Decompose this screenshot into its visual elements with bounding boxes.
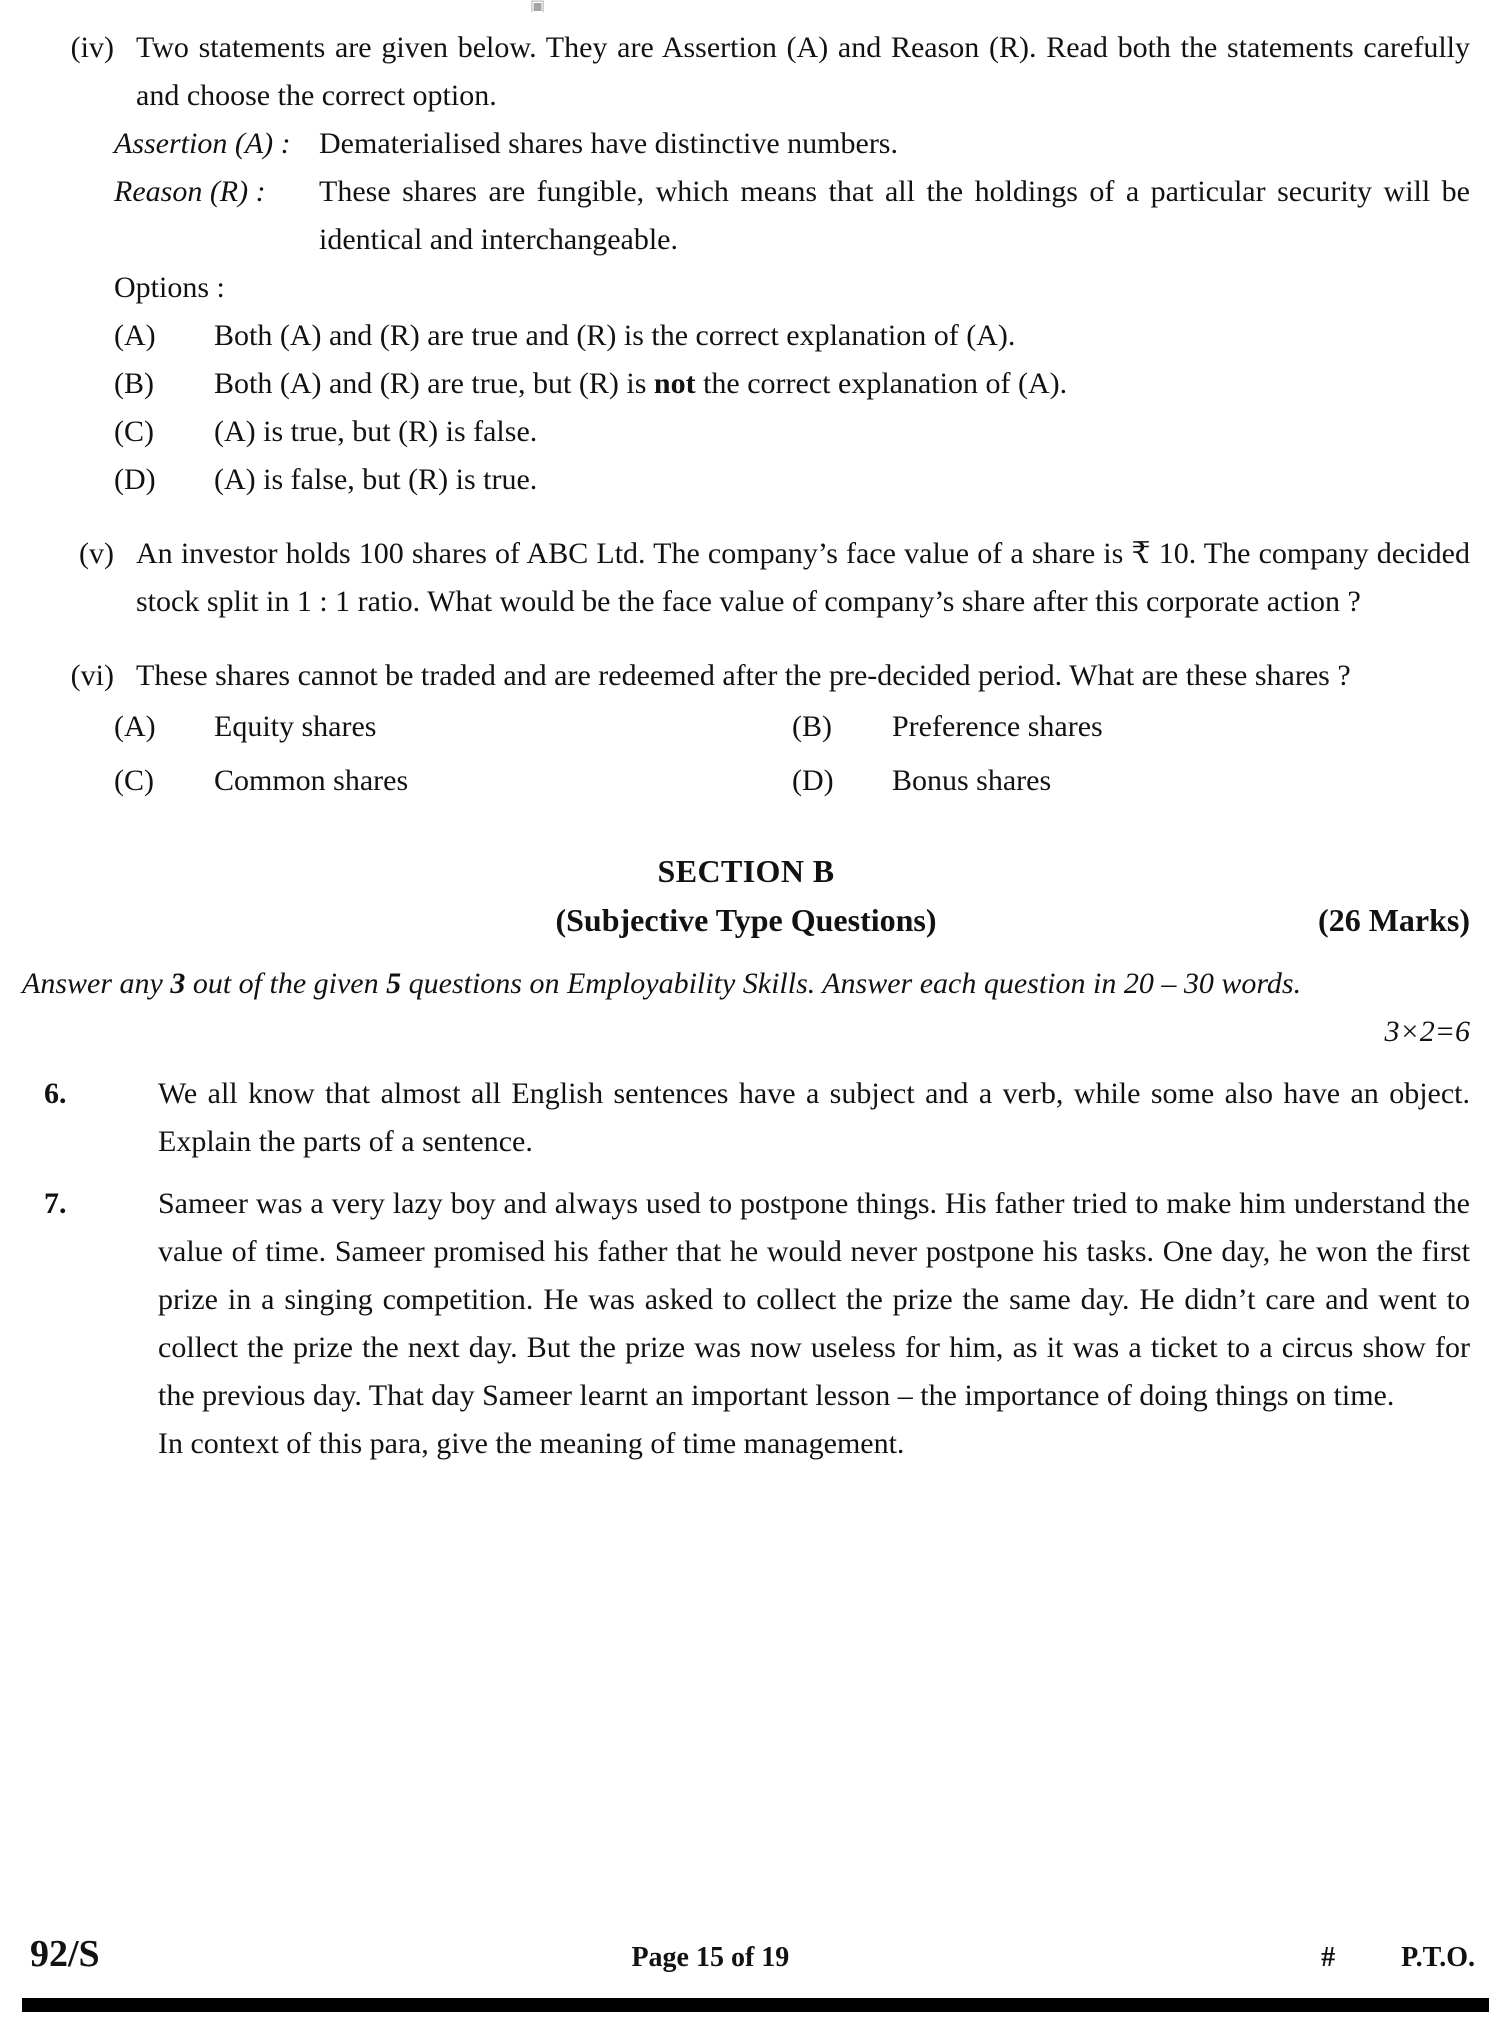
options-group-vi: [22, 700, 1470, 808]
option-a-text: Equity shares: [214, 710, 377, 743]
paper-code: 92/S: [30, 1933, 100, 1975]
question-6-number: 6.: [44, 1077, 67, 1110]
question-iv-label: (iv): [70, 31, 114, 64]
option-d-key: (D): [114, 463, 156, 496]
assertion-text: Dematerialised shares have distinctive numbers.: [319, 127, 898, 160]
option-d-vi[interactable]: [792, 754, 1470, 808]
option-b-iv[interactable]: [114, 360, 1470, 408]
option-c-iv[interactable]: [114, 408, 1470, 456]
options-row-1: [114, 700, 1470, 754]
question-7: [22, 1180, 1470, 1420]
page-footer: [30, 1932, 1475, 1976]
option-c-key: (C): [114, 764, 154, 797]
page-number: Page 15 of 19: [631, 1942, 790, 1973]
option-b-key: (B): [792, 710, 832, 743]
question-7-followup: In context of this para, give the meaning of time management.: [158, 1427, 905, 1460]
options-row-2: [114, 754, 1470, 808]
reason-row: [114, 168, 1470, 264]
instruction-marks: 3×2=6: [1384, 1015, 1470, 1048]
option-a-text: Both (A) and (R) are true and (R) is the correct explanation of (A).: [214, 319, 1016, 352]
question-iv: [22, 24, 1470, 120]
option-b-text-post: the correct explanation of (A).: [695, 367, 1068, 400]
options-group-iv: [22, 264, 1470, 504]
option-b-emphasis: not: [653, 367, 696, 400]
pto-label: P.T.O.: [1401, 1942, 1475, 1973]
question-6: [22, 1070, 1470, 1166]
spacer: [22, 1166, 1470, 1180]
question-vi-label: (vi): [70, 659, 114, 692]
option-b-text: Preference shares: [892, 710, 1103, 743]
options-heading: Options :: [114, 271, 225, 304]
option-c-vi[interactable]: [114, 754, 792, 808]
question-iv-stem: Two statements are given below. They are Assertion (A) and Reason (R). Read both the statements carefully and choose the correct option.: [136, 31, 1470, 112]
option-d-iv[interactable]: [114, 456, 1470, 504]
option-b-vi[interactable]: [792, 700, 1470, 754]
option-c-key: (C): [114, 415, 154, 448]
spacer: [22, 808, 1470, 848]
question-7-text: Sameer was a very lazy boy and always used to postpone things. His father tried to make him understand the value of time. Sameer promised his father that he would never postpone his tasks. One day, he won the first prize in a singing competition. He was asked to collect the prize the same day. He didn’t care and went to collect the prize the next day. But the prize was now useless for him, as it was a ticket to a circus show for the previous day. That day Sameer learnt an important lesson – the importance of doing things on time.: [158, 1187, 1470, 1412]
option-c-text: (A) is true, but (R) is false.: [214, 415, 538, 448]
scan-artifact-mark: ▣: [530, 0, 545, 12]
bottom-rule: [22, 1998, 1489, 2012]
hash-mark: #: [1321, 1942, 1336, 1973]
section-b-title: SECTION B: [657, 853, 835, 889]
instruction-count-3: 3: [170, 967, 186, 1000]
spacer: [22, 1056, 1470, 1070]
instruction-count-5: 5: [386, 967, 402, 1000]
option-d-text: (A) is false, but (R) is true.: [214, 463, 538, 496]
assertion-reason-group: [22, 120, 1470, 264]
instruction-part-1: Answer any: [22, 967, 171, 1000]
section-b-marks: (26 Marks): [1318, 902, 1470, 938]
option-a-vi[interactable]: [114, 700, 792, 754]
question-vi: [22, 652, 1470, 700]
option-c-text: Common shares: [214, 764, 409, 797]
spacer: [22, 626, 1470, 652]
option-b-text-pre: Both (A) and (R) are true, but (R) is: [214, 367, 654, 400]
question-7-number: 7.: [44, 1187, 67, 1220]
option-a-iv[interactable]: [114, 312, 1470, 360]
reason-text: These shares are fungible, which means that all the holdings of a particular security will be identical and interchangeable.: [319, 175, 1470, 256]
option-b-text: [214, 360, 1470, 408]
option-b-key: (B): [114, 367, 154, 400]
section-b-instruction: [22, 960, 1470, 1056]
assertion-row: [114, 120, 1470, 168]
reason-key: Reason (R) :: [114, 175, 266, 208]
option-d-text: Bonus shares: [892, 764, 1052, 797]
question-7-followup-row: [22, 1420, 1470, 1468]
spacer: [22, 946, 1470, 960]
assertion-key: Assertion (A) :: [114, 127, 291, 160]
spacer: [22, 504, 1470, 530]
question-v: [22, 530, 1470, 626]
section-b-subtitle-row: [22, 894, 1470, 946]
option-a-key: (A): [114, 319, 156, 352]
instruction-part-2: out of the given: [185, 967, 387, 1000]
option-a-key: (A): [114, 710, 156, 743]
option-d-key: (D): [792, 764, 834, 797]
question-6-text: We all know that almost all English sentences have a subject and a verb, while some also have an object. Explain the parts of a sentence.: [158, 1077, 1470, 1158]
question-v-stem: An investor holds 100 shares of ABC Ltd. The company’s face value of a share is ₹ 10. The company decided stock split in 1 : 1 ratio. What would be the face value of company’s share after this corporate action ?: [136, 537, 1470, 618]
question-v-label: (v): [79, 537, 114, 570]
section-b-subtitle: (Subjective Type Questions): [555, 902, 937, 938]
page-content: [22, 24, 1470, 1468]
instruction-part-3: questions on Employability Skills. Answer each question in 20 – 30 words.: [401, 967, 1302, 1000]
question-vi-stem: These shares cannot be traded and are redeemed after the pre-decided period. What are these shares ?: [136, 659, 1351, 692]
